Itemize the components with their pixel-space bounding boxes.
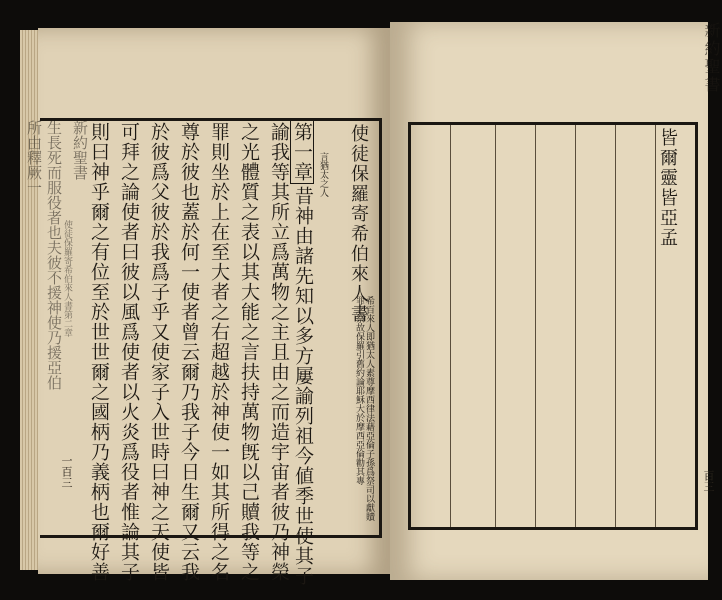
ghost-column: 新約聖書 <box>71 120 89 180</box>
page-number-right: 百三 <box>702 470 715 492</box>
text-column: 可拜之論使者曰彼以風爲使者以火炎爲役者惟論其子 <box>118 122 140 582</box>
underlying-pages-text <box>22 120 92 540</box>
text-column: 尊於彼也蓋於何一使者曾云爾乃我子今日生爾又云我 <box>178 122 200 582</box>
page-number: 一百三 <box>60 455 73 488</box>
text-column: 罪則坐於上在至大者之右超越於神使一如其所得之名 <box>208 122 230 582</box>
text-column: 之光體質之表以其大能之言扶持萬物旣以己贖我等之 <box>238 122 260 582</box>
chapter-marker: 第一章 <box>291 122 313 182</box>
text-column: 於彼爲父彼於我爲子乎又使家子入世時曰神之天使皆 <box>148 122 170 582</box>
text-column: 諭我等其所立爲萬物之主且由之而造宇宙者彼乃神榮 <box>268 122 290 582</box>
column-rule <box>535 125 536 527</box>
column-rule <box>575 125 576 527</box>
title-annotation: 希百來人即猶太人素尊摩西律法藉亞倫子孫爲祭司以獻贖罪之祭故保羅引舊約論耶穌大於摩西亞倫勸其專 <box>354 296 374 521</box>
ghost-column: 所由釋厥一 <box>25 120 43 195</box>
ghost-column: 使徒保羅寄希伯來人書第二章 <box>62 220 72 337</box>
ghost-column: 生長死而服役者也夫彼不援神使乃援亞伯 <box>45 120 63 390</box>
book-title: 使徒保羅寄希伯來人書 <box>348 124 369 324</box>
right-page-text: 皆爾靈皆亞孟 <box>657 128 678 248</box>
column-rule <box>495 125 496 527</box>
column-rule <box>615 125 616 527</box>
right-header: 新約聖書 <box>702 22 721 94</box>
text-column: 則曰神乎爾之有位至於世世爾之國柄乃義柄也爾好善 <box>88 122 110 582</box>
chapter-annotation: 言猶太之人 <box>318 152 328 197</box>
column-rule <box>450 125 451 527</box>
text-column: 昔神由諸先知以多方屢諭列祖今値季世使其子 <box>292 186 314 586</box>
